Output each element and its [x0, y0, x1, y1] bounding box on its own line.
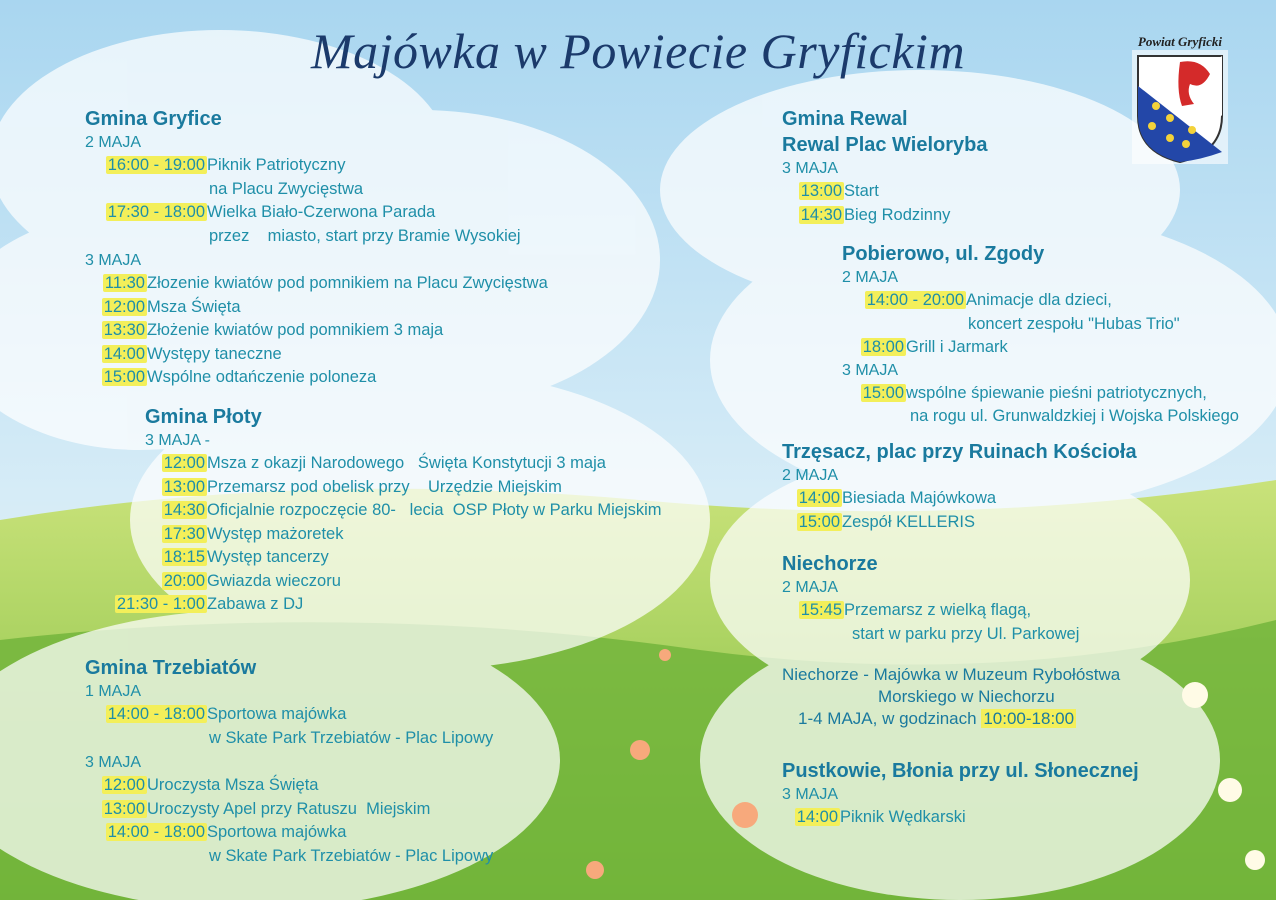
event-desc: Oficjalnie rozpoczęcie 80- lecia OSP Płoty w Parku Miejskim: [207, 501, 662, 519]
event-time: 13:00: [103, 799, 145, 818]
date-label: 3 MAJA: [782, 786, 839, 803]
event-row: [116, 593, 705, 617]
event-desc: Piknik Wędkarski: [840, 808, 966, 826]
event-time: 20:00: [163, 571, 205, 590]
event-desc: Uroczysta Msza Święta: [147, 776, 319, 794]
section-trzesacz: [782, 439, 1202, 534]
event-row: [85, 201, 605, 225]
event-desc: Piknik Patriotyczny: [207, 156, 346, 174]
event-time: 14:00 - 20:00: [866, 291, 964, 309]
section-heading: Pobierowo, ul. Zgody: [842, 243, 1045, 265]
section-subheading: Rewal Plac Wieloryba: [782, 134, 988, 156]
event-desc: Msza z okazji Narodowego Święta Konstytucji 3 maja: [207, 454, 606, 472]
event-desc-cont: w Skate Park Trzebiatów - Plac Lipowy: [209, 846, 494, 865]
section-pustkowie: [782, 758, 1222, 830]
event-desc: wspólne śpiewanie pieśni patriotycznych,: [906, 383, 1207, 402]
section-trzebiatow: [85, 655, 605, 868]
event-desc-cont: przez miasto, start przy Bramie Wysokiej: [209, 226, 521, 245]
event-row: [842, 336, 1262, 360]
event-time: 14:30: [800, 205, 842, 224]
event-time: 14:00: [798, 489, 840, 507]
date-label: 3 MAJA: [85, 252, 142, 269]
event-time: 16:00 - 19:00: [107, 156, 205, 174]
event-row: [782, 204, 1222, 228]
crest-label: Powiat Gryficki: [1137, 34, 1223, 49]
event-desc: Start: [844, 182, 879, 200]
section-ploty: [116, 404, 705, 617]
event-row: [782, 180, 1222, 204]
event-row: [85, 366, 605, 390]
date-label: 2 MAJA: [782, 579, 839, 596]
event-desc: Przemarsz z wielką flagą,: [844, 601, 1032, 619]
museum-line-2: Morskiego w Niechorzu: [878, 687, 1055, 706]
event-row: [145, 523, 705, 547]
event-row: [145, 570, 705, 594]
date-label: 3 MAJA: [782, 160, 839, 177]
event-row: [145, 476, 705, 500]
date-label: 2 MAJA: [782, 467, 839, 484]
event-row: [85, 703, 605, 727]
event-time: 13:00: [163, 477, 205, 496]
event-time: 14:30: [163, 501, 205, 519]
event-time: 18:15: [163, 548, 205, 566]
section-heading: Niechorze: [782, 553, 878, 575]
event-desc: Przemarsz pod obelisk przy Urzędzie Miejskim: [207, 477, 562, 496]
event-row: [85, 296, 605, 320]
museum-line-1: Niechorze - Majówka w Muzeum Rybołóstwa: [782, 665, 1121, 684]
event-desc-cont: na Placu Zwycięstwa: [209, 179, 364, 198]
event-time: 14:00 - 18:00: [107, 823, 205, 841]
event-time: 12:00: [163, 454, 205, 472]
event-desc: Zabawa z DJ: [207, 595, 304, 613]
event-desc: Uroczysty Apel przy Ratuszu Miejskim: [147, 799, 431, 818]
page-title: Majówka w Powiecie Gryfickim: [310, 23, 966, 79]
event-desc-cont: na rogu ul. Grunwaldzkiej i Wojska Polskiego: [910, 407, 1239, 425]
date-label: 3 MAJA: [842, 361, 899, 379]
date-label: 3 MAJA -: [145, 432, 210, 449]
section-heading: Pustkowie, Błonia przy ul. Słonecznej: [782, 760, 1139, 782]
date-label: 2 MAJA: [842, 269, 899, 286]
event-desc: Występ mażoretek: [207, 524, 344, 543]
section-heading: Gmina Gryfice: [85, 108, 222, 130]
event-desc: Sportowa majówka: [207, 823, 347, 841]
event-time: 17:30: [163, 524, 205, 543]
event-time: 12:00: [103, 776, 145, 794]
event-row: [842, 382, 1262, 406]
event-row: [782, 599, 1202, 623]
date-label: 2 MAJA: [85, 134, 142, 151]
event-desc: Złozenie kwiatów pod pomnikiem na Placu Zwycięstwa: [147, 274, 548, 292]
event-time: 17:30 - 18:00: [107, 203, 205, 221]
event-row: [782, 487, 1202, 511]
event-row: [842, 289, 1262, 313]
section-rewal: [782, 106, 1222, 227]
event-row: [85, 821, 605, 845]
section-niechorze: [782, 551, 1202, 730]
event-time: 15:00: [103, 368, 145, 386]
event-time: 14:00 - 18:00: [107, 705, 205, 723]
event-time: 14:00: [103, 344, 145, 363]
event-time: 14:00: [796, 808, 838, 826]
event-desc: Występ tancerzy: [207, 548, 329, 566]
event-desc: Gwiazda wieczoru: [207, 571, 341, 590]
event-time: 21:30 - 1:00: [116, 595, 205, 613]
event-desc: Wielka Biało-Czerwona Parada: [207, 203, 436, 221]
event-desc: Sportowa majówka: [207, 705, 347, 723]
event-desc: Zespół KELLERIS: [842, 512, 975, 531]
event-time: 15:00: [798, 512, 840, 531]
section-gryfice: [85, 106, 605, 390]
event-time: 13:30: [103, 321, 145, 339]
section-heading: Trzęsacz, plac przy Ruinach Kościoła: [782, 441, 1137, 463]
museum-dates: [782, 708, 1202, 730]
event-row: [85, 272, 605, 296]
event-row: [85, 774, 605, 798]
section-heading: Gmina Trzebiatów: [85, 657, 257, 679]
event-desc: Msza Święta: [147, 297, 241, 316]
event-desc: Biesiada Majówkowa: [842, 489, 997, 507]
event-desc-cont: w Skate Park Trzebiatów - Plac Lipowy: [209, 728, 494, 747]
event-row: [782, 806, 1222, 830]
event-time: 12:00: [103, 297, 145, 316]
event-row: [85, 343, 605, 367]
event-row: [85, 319, 605, 343]
date-label: 3 MAJA: [85, 754, 142, 771]
event-desc: Animacje dla dzieci,: [966, 291, 1112, 309]
event-desc-cont: start w parku przy Ul. Parkowej: [852, 624, 1080, 643]
museum-dates-label: 1-4 MAJA, w godzinach: [798, 709, 977, 728]
museum-hours: 10:00-18:00: [983, 709, 1075, 728]
event-row: [145, 452, 705, 476]
event-time: 11:30: [104, 274, 145, 292]
event-row: [782, 511, 1202, 535]
event-row: [85, 154, 605, 178]
event-desc: Bieg Rodzinny: [844, 205, 951, 224]
event-time: 18:00: [862, 338, 904, 356]
event-time: 13:00: [800, 182, 842, 200]
event-row: [145, 546, 705, 570]
date-label: 1 MAJA: [85, 683, 142, 700]
section-pobierowo: [842, 241, 1262, 429]
section-heading: Gmina Rewal: [782, 108, 908, 130]
event-row: [145, 499, 705, 523]
event-desc-cont: koncert zespołu "Hubas Trio": [968, 314, 1180, 333]
event-time: 15:45: [800, 601, 842, 619]
event-desc: Wspólne odtańczenie poloneza: [147, 368, 377, 386]
event-time: 15:00: [862, 383, 904, 402]
event-desc: Występy taneczne: [147, 344, 282, 363]
event-desc: Grill i Jarmark: [906, 338, 1008, 356]
event-row: [85, 798, 605, 822]
event-desc: Złożenie kwiatów pod pomnikiem 3 maja: [147, 321, 444, 339]
section-heading: Gmina Płoty: [145, 406, 262, 428]
